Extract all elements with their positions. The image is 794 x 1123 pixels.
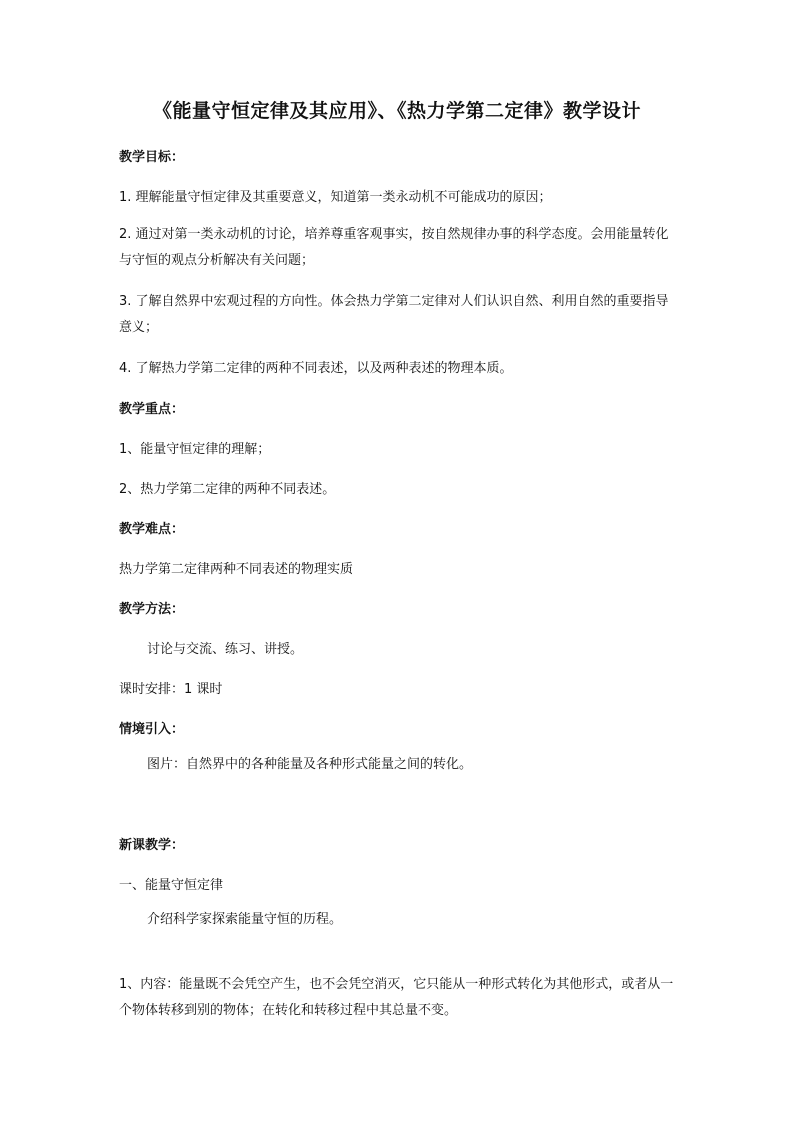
method-text: 讨论与交流、练习、讲授。	[147, 642, 304, 657]
difficulty-text: 热力学第二定律两种不同表述的物理实质	[119, 562, 354, 577]
key-points-heading: 教学重点：	[119, 402, 185, 417]
document-title: 《能量守恒定律及其应用》、《热力学第二定律》教学设计	[152, 100, 641, 122]
objective-item: 3. 了解自然界中宏观过程的方向性。体会热力学第二定律对人们认识自然、利用自然的重要指导意义；	[119, 294, 669, 335]
objective-item: 1. 理解能量守恒定律及其重要意义，知道第一类永动机不可能成功的原因；	[119, 190, 552, 205]
intro-text: 图片：自然界中的各种能量及各种形式能量之间的转化。	[147, 757, 473, 772]
objectives-heading: 教学目标：	[119, 150, 185, 165]
new-lesson-heading: 新课教学：	[119, 838, 185, 853]
schedule-text: 课时安排：1 课时	[119, 682, 223, 697]
section-intro: 介绍科学家探索能量守恒的历程。	[147, 912, 343, 927]
objective-item: 4. 了解热力学第二定律的两种不同表述，以及两种表述的物理本质。	[119, 361, 513, 376]
difficulty-heading: 教学难点：	[119, 522, 185, 537]
section-heading: 一、能量守恒定律	[119, 878, 224, 893]
intro-heading: 情境引入：	[119, 722, 185, 737]
key-point-item: 1、能量守恒定律的理解；	[119, 442, 271, 457]
method-heading: 教学方法：	[119, 602, 185, 617]
key-point-item: 2、热力学第二定律的两种不同表述。	[119, 482, 336, 497]
section-content: 1、内容：能量既不会凭空产生，也不会凭空消灭，它只能从一种形式转化为其他形式，或者从一个物体转移到别的物体；在转化和转移过程中其总量不变。	[119, 977, 674, 1018]
objective-item: 2. 通过对第一类永动机的讨论，培养尊重客观事实，按自然规律办事的科学态度。会用能量转化与守恒的观点分析解决有关问题；	[119, 227, 669, 268]
